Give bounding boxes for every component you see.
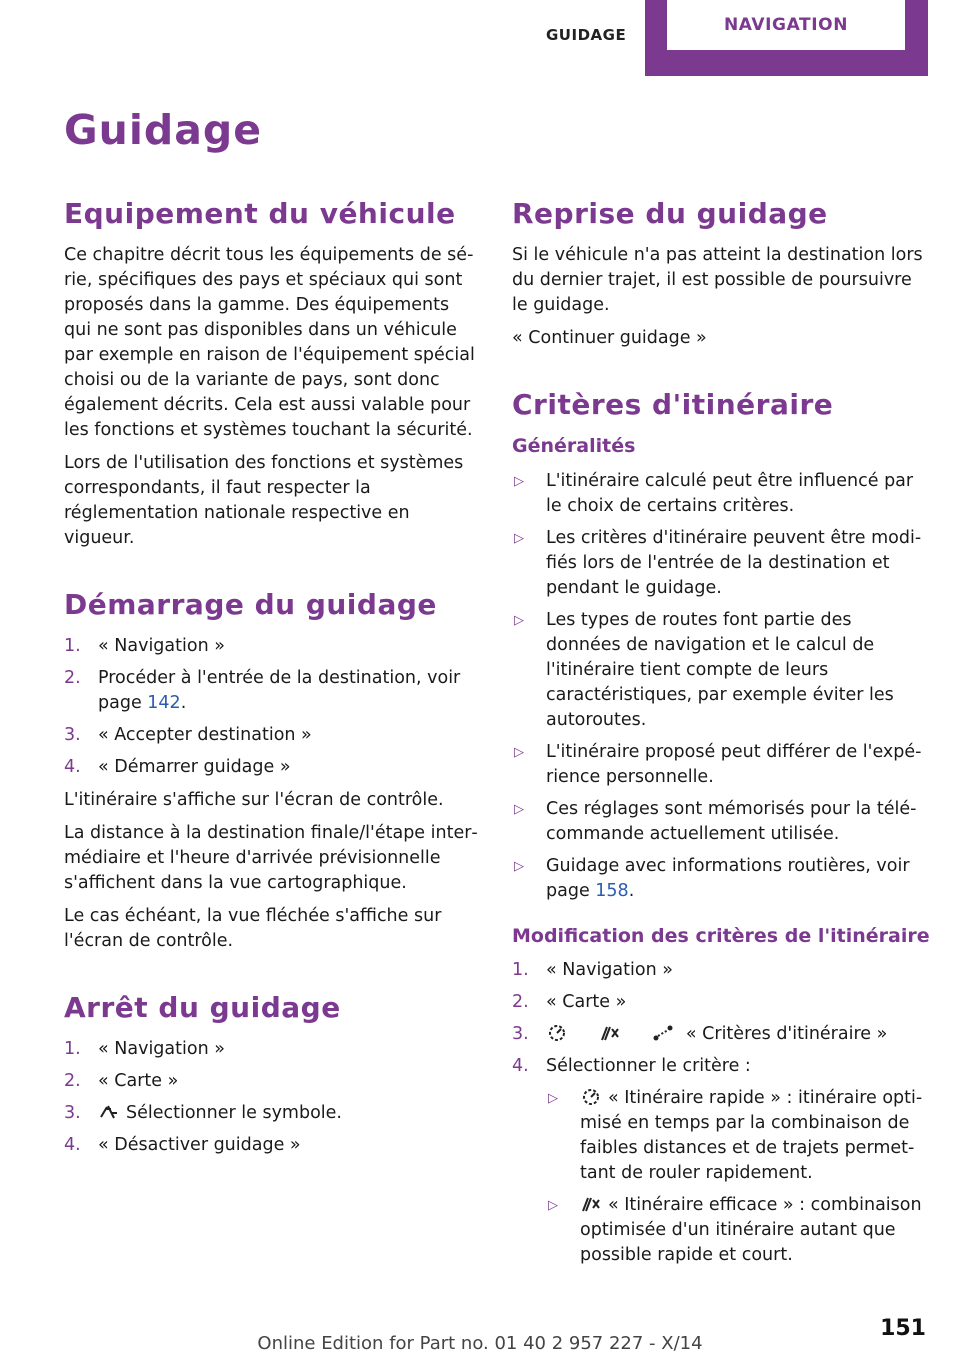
list-item: 4. « Démarrer guidage »	[64, 757, 291, 777]
list-item: ▷ Ces réglages sont mémorisés pour la télécommande actuellement utilisée.	[514, 798, 917, 844]
short-route-icon	[652, 1024, 674, 1042]
list-item: 4. Sélectionner le critère : ▷ « Itinéraire rapide » : itinéraire optimisé en temps par la combinaison de faibles distances et de trajets permettant de rouler rapidement. ▷ « Itinéraire efficace » : combinaison optimisée d'un itinéraire autant que possible rapide et court.	[512, 1054, 930, 1268]
list-item: ▷ L'itinéraire calculé peut être influencé par le choix de certains critères.	[514, 470, 914, 516]
footer-edition: Online Edition for Part no. 01 40 2 957 227 - X/14	[257, 1333, 703, 1354]
header-tab	[645, 0, 928, 76]
subsection-title-modify-criteria: Modification des critères de l'itinéraire	[512, 924, 930, 947]
list-item: ▷ « Itinéraire efficace » : combinaison optimisée d'un itinéraire autant que possible rapide et court.	[548, 1195, 922, 1266]
list-item: 3. « Accepter destination »	[64, 725, 312, 745]
stop-guidance-icon	[98, 1103, 120, 1121]
left-column	[64, 196, 480, 1166]
criteria-bullets	[512, 469, 930, 904]
right-column	[512, 196, 930, 1276]
list-item: 1. « Navigation »	[64, 1039, 225, 1059]
page-link-158[interactable]: 158	[595, 880, 629, 901]
start-paragraph-1: L'itinéraire s'affiche sur l'écran de contrôle.	[64, 790, 444, 810]
list-item: 1. « Navigation »	[512, 960, 673, 981]
page-link-142[interactable]: 142	[147, 693, 181, 713]
list-item: 2. « Carte »	[64, 1071, 179, 1091]
page-title: Guidage	[64, 106, 263, 154]
fast-route-icon	[580, 1088, 602, 1106]
list-item: 1. « Navigation »	[64, 636, 225, 656]
start-guidance-steps	[64, 634, 480, 780]
list-item: 2. « Carte »	[512, 992, 627, 1013]
header-section-label: GUIDAGE	[546, 26, 627, 44]
list-item: ▷ L'itinéraire proposé peut différer de l'expérience personnelle.	[514, 741, 922, 787]
subsection-title-general: Généralités	[512, 435, 636, 457]
section-title-resume-guidance: Reprise du guidage	[512, 197, 828, 230]
header-tab-label: NAVIGATION	[667, 0, 905, 50]
efficient-route-icon	[580, 1195, 602, 1213]
equipment-paragraph-1: Ce chapitre décrit tous les équipements de série, spécifiques des pays et spéciaux qui sont proposés dans la gamme. Des équipements qui ne sont pas disponibles dans un véhicule par exemple en raison de l'équipement spécial choisi ou de la variante de pays, sont donc également décrits. Cela est aussi valable pour les fonctions et systèmes touchant la sécurité.	[64, 245, 475, 440]
section-title-start-guidance: Démarrage du guidage	[64, 588, 437, 621]
section-title-equipment: Equipement du véhicule	[64, 197, 456, 230]
list-item: ▷ « Itinéraire rapide » : itinéraire optimisé en temps par la combinaison de faibles distances et de trajets permettant de rouler rapidement.	[548, 1088, 923, 1184]
list-item: ▷ Guidage avec informations routières, voir page 158.	[514, 855, 910, 901]
section-title-route-criteria: Critères d'itinéraire	[512, 388, 834, 421]
efficient-route-icon	[599, 1024, 621, 1042]
criteria-options	[546, 1086, 930, 1268]
start-paragraph-2: La distance à la destination finale/l'étape intermédiaire et l'heure d'arrivée prévisionnelle s'affichent dans la vue cartographique.	[64, 823, 478, 893]
start-paragraph-3: Le cas échéant, la vue fléchée s'affiche sur l'écran de contrôle.	[64, 906, 442, 951]
list-item: 2. Procéder à l'entrée de la destination, voir page 142.	[64, 668, 461, 713]
modify-criteria-steps	[512, 958, 930, 1268]
list-item: 3. Sélectionner le symbole.	[64, 1103, 342, 1123]
list-item: 3. « Critères d'itinéraire »	[512, 1024, 888, 1045]
section-title-stop-guidance: Arrêt du guidage	[64, 991, 341, 1024]
resume-paragraph-1: Si le véhicule n'a pas atteint la destination lors du dernier trajet, il est possible de poursuivre le guidage.	[512, 245, 923, 315]
page-number: 151	[880, 1316, 926, 1341]
resume-paragraph-2: « Continuer guidage »	[512, 328, 707, 348]
equipment-paragraph-2: Lors de l'utilisation des fonctions et systèmes correspondants, il faut respecter la réglementation nationale respective en vigueur.	[64, 453, 464, 548]
list-item: 4. « Désactiver guidage »	[64, 1135, 301, 1155]
stop-guidance-steps	[64, 1037, 480, 1158]
fast-route-icon	[546, 1024, 568, 1042]
list-item: ▷ Les types de routes font partie des données de navigation et le calcul de l'itinéraire tient compte de leurs caractéristiques, par exemple éviter les autoroutes.	[514, 609, 894, 730]
list-item: ▷ Les critères d'itinéraire peuvent être modifiés lors de l'entrée de la destination et pendant le guidage.	[514, 527, 922, 598]
